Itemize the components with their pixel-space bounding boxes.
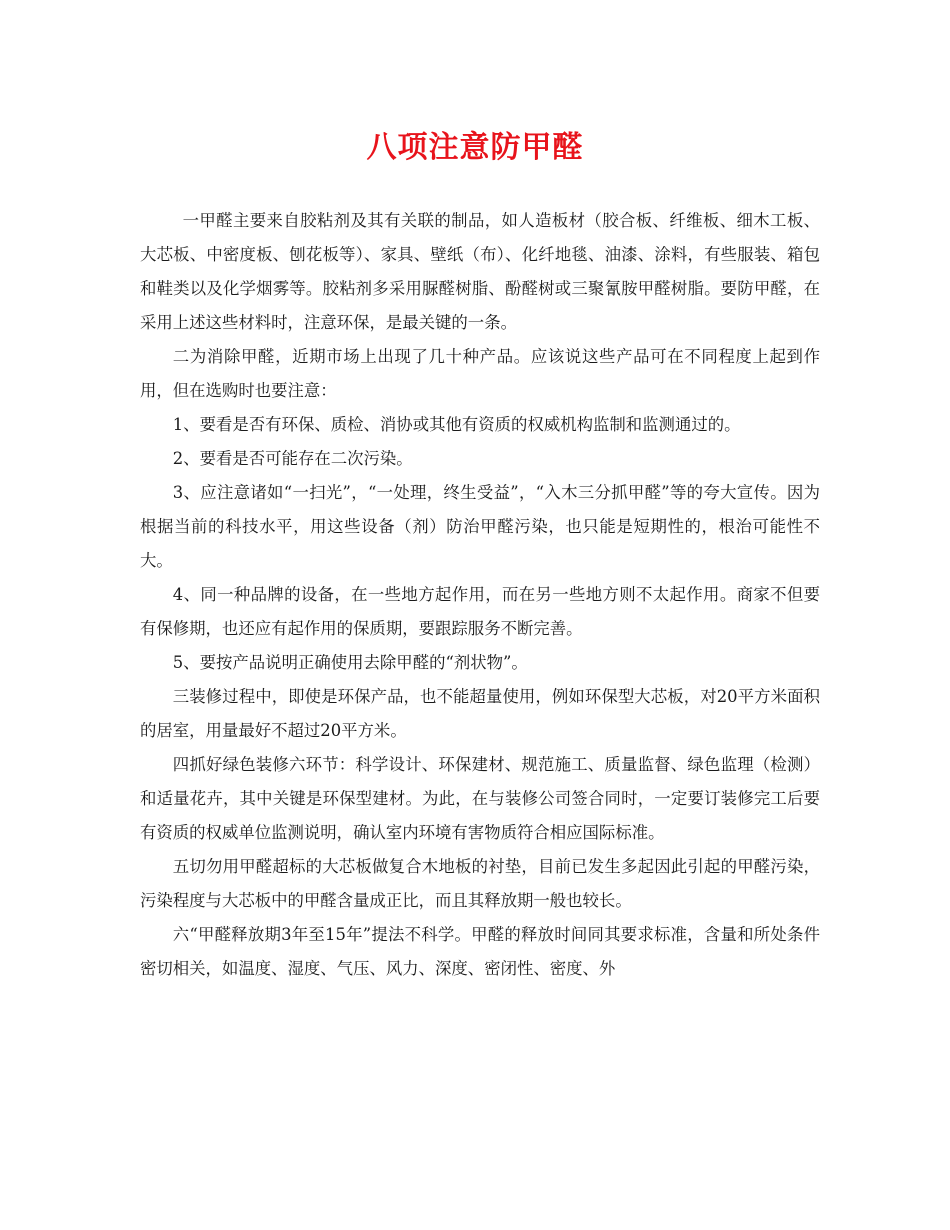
list-item-4: 4、同一种品牌的设备，在一些地方起作用，而在另一些地方则不太起作用。商家不但要有保修期，也还应有起作用的保质期，要跟踪服务不断完善。 xyxy=(140,585,820,638)
paragraph-1: 一甲醛主要来自胶粘剂及其有关联的制品，如人造板材（胶合板、纤维板、细木工板、大芯板、中密度板、刨花板等）、家具、壁纸（布）、化纤地毯、油漆、涂料，有些服装、箱包和鞋类以及化学烟雾等。胶粘剂多采用脲醛树脂、酚醛树或三聚氰胺甲醛树脂。要防甲醛，在采用上述这些材料时，注意环保，是最关键的一条。 xyxy=(140,211,820,332)
list-item-3: 3、应注意诸如“一扫光”，“一处理，终生受益”，“入木三分抓甲醛”等的夸大宣传。因为根据当前的科技水平，用这些设备（剂）防治甲醛污染，也只能是短期性的，根治可能性不大。 xyxy=(140,483,820,570)
paragraph-4: 四抓好绿色装修六环节：科学设计、环保建材、规范施工、质量监督、绿色监理（检测）和适量花卉，其中关键是环保型建材。为此，在与装修公司签合同时，一定要订装修完工后要有资质的权威单位监测说明，确认室内环境有害物质符合相应国际标准。 xyxy=(140,755,820,842)
paragraph-2: 二为消除甲醛，近期市场上出现了几十种产品。应该说这些产品可在不同程度上起到作用，但在选购时也要注意： xyxy=(140,347,820,400)
list-item-5: 5、要按产品说明正确使用去除甲醛的“剂状物”。 xyxy=(172,653,528,672)
paragraph-5: 五切勿用甲醛超标的大芯板做复合木地板的衬垫，目前已发生多起因此引起的甲醛污染，污染程度与大芯板中的甲醛含量成正比，而且其释放期一般也较长。 xyxy=(140,857,820,910)
paragraph-3: 三装修过程中，即使是环保产品，也不能超量使用，例如环保型大芯板，对20平方米面积的居室，用量最好不超过20平方米。 xyxy=(140,687,820,740)
list-item-2: 2、要看是否可能存在二次污染。 xyxy=(172,449,413,468)
paragraph-6: 六“甲醛释放期3年至15年”提法不科学。甲醛的释放时间同其要求标准，含量和所处条件密切相关，如温度、湿度、气压、风力、深度、密闭性、密度、外 xyxy=(140,925,820,978)
document-title: 八项注意防甲醛 xyxy=(366,130,584,165)
document-body xyxy=(140,204,820,986)
list-item-1: 1、要看是否有环保、质检、消协或其他有资质的权威机构监制和监测通过的。 xyxy=(172,415,741,434)
